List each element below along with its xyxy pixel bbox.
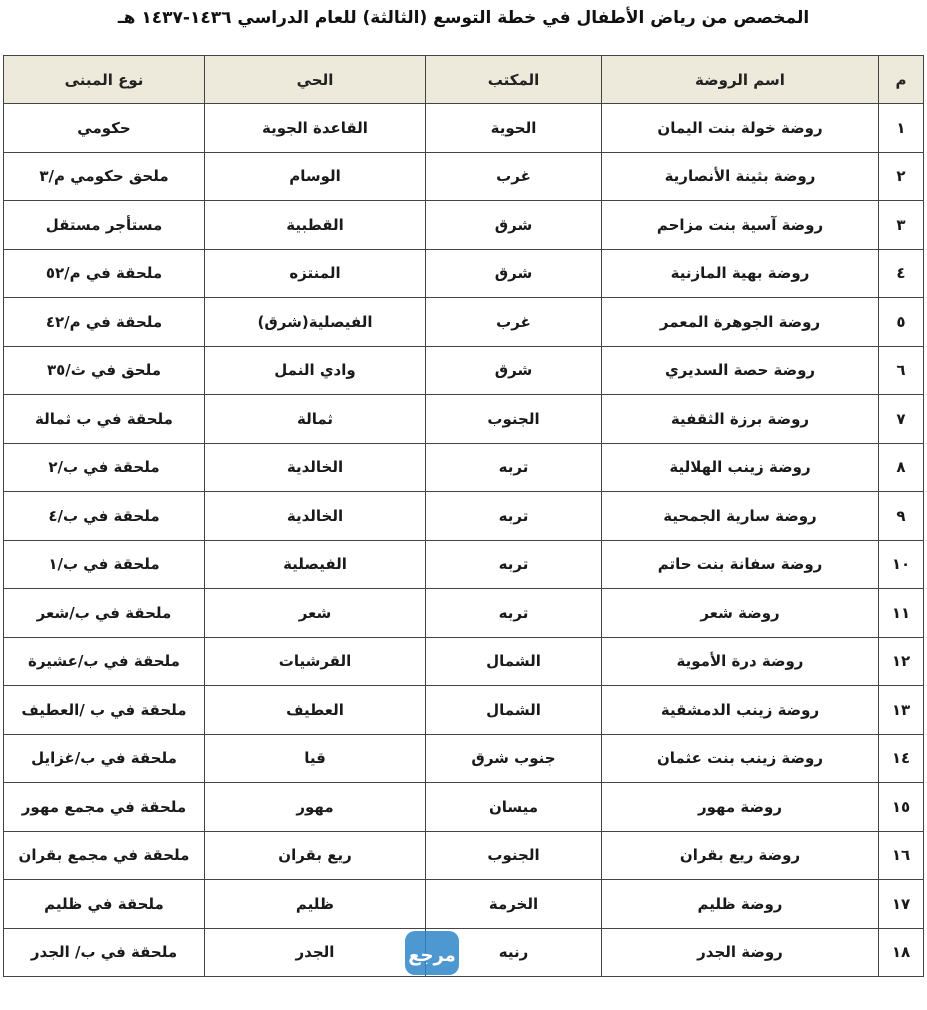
cell-name: روضة الجدر [602, 928, 879, 977]
table-header-row [4, 56, 924, 104]
cell-building: ملحقة في ب/غزايل [4, 734, 205, 783]
cell-name: روضة آسية بنت مزاحم [602, 201, 879, 250]
table-row [4, 783, 924, 832]
table-row [4, 686, 924, 735]
cell-district: الخالدية [205, 443, 426, 492]
cell-building: حكومي [4, 104, 205, 153]
cell-building: ملحقة في م/٥٢ [4, 249, 205, 298]
cell-name: روضة ظليم [602, 880, 879, 929]
cell-building: ملحقة في مجمع مهور [4, 783, 205, 832]
cell-building: ملحقة في ب/ الجدر [4, 928, 205, 977]
cell-district: وادي النمل [205, 346, 426, 395]
document-title: المخصص من رياض الأطفال في خطة التوسع (الثالثة) للعام الدراسي ١٤٣٦-١٤٣٧ هـ [117, 8, 810, 28]
cell-district: الوسام [205, 152, 426, 201]
cell-building: ملحقة في مجمع بقران [4, 831, 205, 880]
cell-num: ٢ [879, 152, 924, 201]
cell-office: شرق [426, 346, 602, 395]
cell-district: العطيف [205, 686, 426, 735]
cell-num: ٥ [879, 298, 924, 347]
cell-num: ١٣ [879, 686, 924, 735]
cell-office: الحوية [426, 104, 602, 153]
cell-district: الجدر [205, 928, 426, 977]
cell-building: ملحق في ث/٣٥ [4, 346, 205, 395]
cell-name: روضة زينب الدمشقية [602, 686, 879, 735]
cell-num: ٩ [879, 492, 924, 541]
cell-num: ٦ [879, 346, 924, 395]
cell-district: ظليم [205, 880, 426, 929]
table-row [4, 492, 924, 541]
header-name: اسم الروضة [602, 56, 879, 104]
cell-district: شعر [205, 589, 426, 638]
cell-building: ملحقة في ب/٤ [4, 492, 205, 541]
table-row [4, 395, 924, 444]
cell-district: القرشيات [205, 637, 426, 686]
cell-office: ميسان [426, 783, 602, 832]
cell-office: الشمال [426, 637, 602, 686]
cell-name: روضة زينب بنت عثمان [602, 734, 879, 783]
header-num: م [879, 56, 924, 104]
cell-office: رنيه [426, 928, 602, 977]
cell-office: الشمال [426, 686, 602, 735]
cell-name: روضة ريع بقران [602, 831, 879, 880]
cell-office: غرب [426, 152, 602, 201]
cell-building: ملحقة في ب ثمالة [4, 395, 205, 444]
cell-num: ١٥ [879, 783, 924, 832]
cell-office: غرب [426, 298, 602, 347]
cell-name: روضة بثينة الأنصارية [602, 152, 879, 201]
cell-name: روضة سفانة بنت حاتم [602, 540, 879, 589]
cell-num: ١ [879, 104, 924, 153]
cell-building: ملحقة في ب/شعر [4, 589, 205, 638]
header-district: الحي [205, 56, 426, 104]
table-body [4, 104, 924, 977]
table-row [4, 928, 924, 977]
cell-building: ملحقة في ب/عشيرة [4, 637, 205, 686]
cell-name: روضة بهية المازنية [602, 249, 879, 298]
cell-num: ٧ [879, 395, 924, 444]
cell-name: روضة شعر [602, 589, 879, 638]
cell-num: ٨ [879, 443, 924, 492]
kindergartens-table [3, 55, 924, 977]
cell-name: روضة مهور [602, 783, 879, 832]
cell-name: روضة خولة بنت اليمان [602, 104, 879, 153]
cell-building: ملحقة في ظليم [4, 880, 205, 929]
cell-office: تربه [426, 540, 602, 589]
cell-district: ريع بقران [205, 831, 426, 880]
cell-district: القطبية [205, 201, 426, 250]
cell-district: الخالدية [205, 492, 426, 541]
cell-district: قيا [205, 734, 426, 783]
cell-office: الجنوب [426, 831, 602, 880]
cell-building: ملحق حكومي م/٣ [4, 152, 205, 201]
cell-name: روضة برزة الثقفية [602, 395, 879, 444]
cell-num: ١٨ [879, 928, 924, 977]
cell-office: الجنوب [426, 395, 602, 444]
cell-building: ملحقة في ب/٢ [4, 443, 205, 492]
table-row [4, 540, 924, 589]
cell-num: ١٢ [879, 637, 924, 686]
table-row [4, 637, 924, 686]
site-logo-watermark [404, 930, 460, 976]
cell-district: المنتزه [205, 249, 426, 298]
cell-num: ١٤ [879, 734, 924, 783]
cell-building: ملحقة في م/٤٢ [4, 298, 205, 347]
cell-num: ١٧ [879, 880, 924, 929]
cell-office: تربه [426, 443, 602, 492]
cell-name: روضة حصة السديري [602, 346, 879, 395]
cell-district: القاعدة الجوية [205, 104, 426, 153]
header-office: المكتب [426, 56, 602, 104]
table-row [4, 298, 924, 347]
header-building: نوع المبنى [4, 56, 205, 104]
cell-district: الفيصلية [205, 540, 426, 589]
table-row [4, 443, 924, 492]
table-row [4, 734, 924, 783]
cell-office: شرق [426, 201, 602, 250]
logo-badge-icon [404, 930, 460, 976]
table-row [4, 249, 924, 298]
cell-office: جنوب شرق [426, 734, 602, 783]
cell-district: ثمالة [205, 395, 426, 444]
cell-building: مستأجر مستقل [4, 201, 205, 250]
cell-office: تربه [426, 589, 602, 638]
cell-num: ١٠ [879, 540, 924, 589]
table-row [4, 589, 924, 638]
cell-district: الفيصلية(شرق) [205, 298, 426, 347]
cell-num: ٣ [879, 201, 924, 250]
cell-district: مهور [205, 783, 426, 832]
table-row [4, 831, 924, 880]
cell-building: ملحقة في ب /العطيف [4, 686, 205, 735]
cell-num: ٤ [879, 249, 924, 298]
table-row [4, 880, 924, 929]
cell-building: ملحقة في ب/١ [4, 540, 205, 589]
table-row [4, 104, 924, 153]
cell-office: شرق [426, 249, 602, 298]
cell-name: روضة درة الأموية [602, 637, 879, 686]
cell-num: ١١ [879, 589, 924, 638]
logo-text: مرجع [408, 945, 456, 966]
cell-num: ١٦ [879, 831, 924, 880]
cell-name: روضة زينب الهلالية [602, 443, 879, 492]
cell-name: روضة الجوهرة المعمر [602, 298, 879, 347]
cell-name: روضة سارية الجمحية [602, 492, 879, 541]
table-row [4, 201, 924, 250]
table-row [4, 346, 924, 395]
cell-office: تربه [426, 492, 602, 541]
cell-office: الخرمة [426, 880, 602, 929]
table-row [4, 152, 924, 201]
